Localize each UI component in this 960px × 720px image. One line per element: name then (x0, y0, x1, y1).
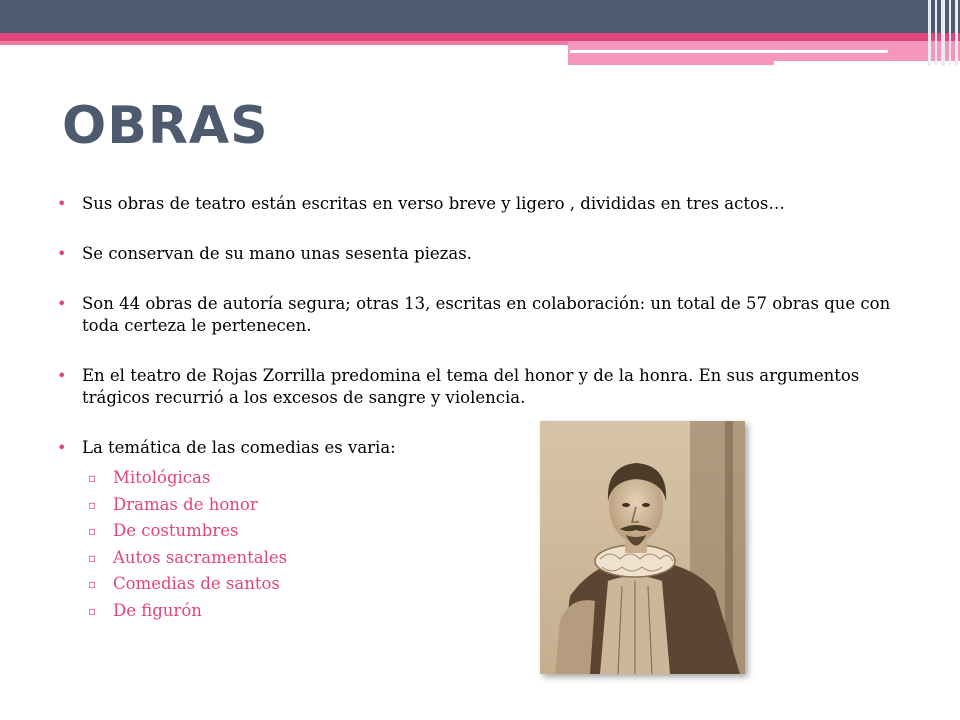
bullet-text: En el teatro de Rojas Zorrilla predomina el tema del honor y de la honra. En sus argumentos trágicos recurrió a los excesos de sangre y violencia. (82, 366, 860, 407)
square-bullet-icon: ▫ (88, 497, 97, 512)
bullet-item (55, 193, 925, 215)
sub-bullet-text: Comedias de santos (113, 574, 280, 593)
square-bullet-icon: ▫ (88, 577, 97, 591)
bullet-dot-icon: • (57, 244, 67, 263)
sub-bullet-text: De figurón (113, 600, 202, 620)
bullet-text: La temática de las comedias es varia: (82, 438, 396, 457)
bullet-dot-icon: • (57, 194, 67, 213)
sub-bullet-text: Dramas de honor (113, 494, 258, 514)
slide-title: OBRAS (62, 96, 269, 156)
slide-content (55, 193, 925, 624)
square-bullet-icon: ▫ (88, 550, 97, 565)
bullet-item (55, 365, 925, 409)
author-portrait-image (540, 421, 745, 674)
sub-bullet-list (55, 465, 925, 624)
square-bullet-icon: ▫ (88, 471, 97, 485)
header-stripe-thin (0, 41, 568, 45)
sub-bullet-text: Autos sacramentales (113, 547, 288, 567)
bullet-item (55, 437, 925, 459)
bullet-item (55, 243, 925, 265)
header-stripe (0, 33, 960, 41)
sub-bullet-item (55, 465, 925, 492)
bullet-item (55, 293, 925, 337)
square-bullet-icon: ▫ (88, 603, 97, 618)
header-bar (0, 0, 960, 33)
sub-bullet-text: Mitológicas (113, 468, 211, 487)
bullet-dot-icon: • (57, 438, 67, 457)
bullet-text: Sus obras de teatro están escritas en verso breve y ligero , divididas en tres actos… (82, 194, 785, 213)
bullet-dot-icon: • (57, 366, 67, 385)
bullet-text: Se conservan de su mano unas sesenta piezas. (82, 244, 472, 263)
bullet-dot-icon: • (57, 294, 67, 313)
bullet-text: Son 44 obras de autoría segura; otras 13, escritas en colaboración: un total de 57 obras que con toda certeza le pertenecen. (82, 294, 891, 335)
sub-bullet-item (55, 518, 925, 545)
header-stripe-highlight (570, 50, 888, 53)
sub-bullet-item (55, 571, 925, 598)
sub-bullet-item (55, 492, 925, 519)
square-bullet-icon: ▫ (88, 524, 97, 538)
sub-bullet-item (55, 598, 925, 625)
header-corner-lines (928, 0, 960, 66)
sub-bullet-text: De costumbres (113, 521, 239, 540)
sub-bullet-item (55, 545, 925, 572)
